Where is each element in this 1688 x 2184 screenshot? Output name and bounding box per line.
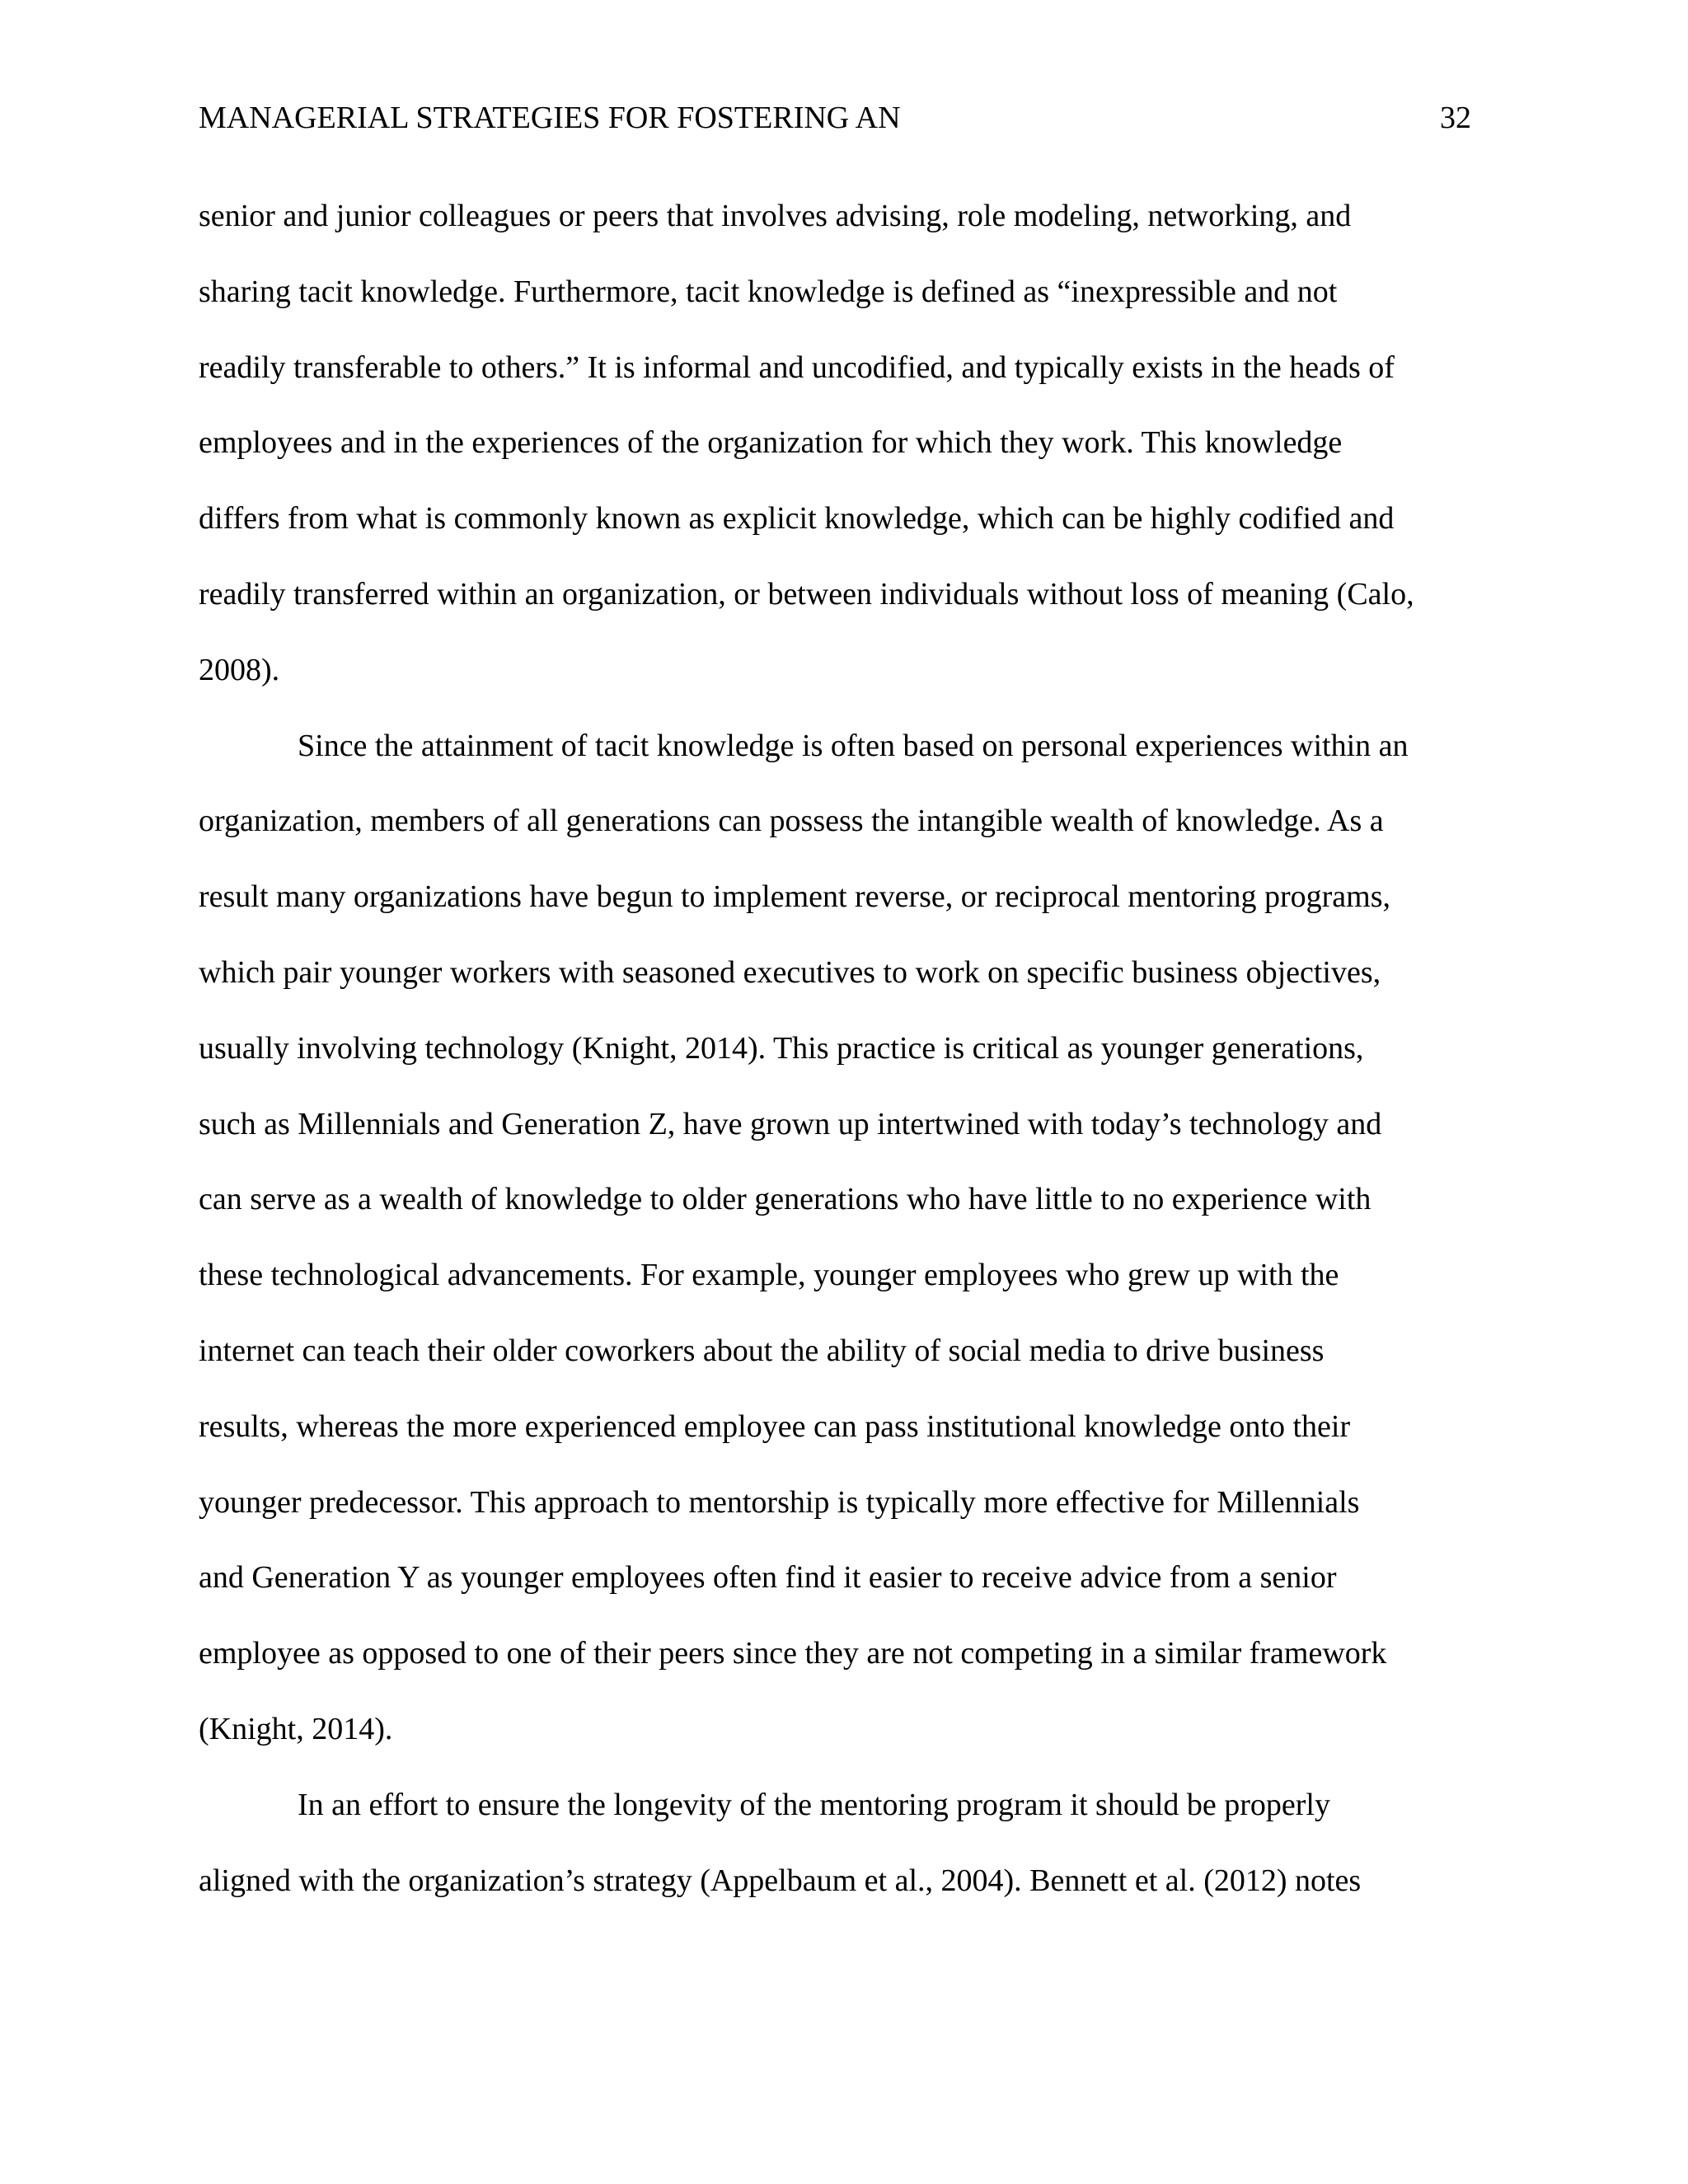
text-line: internet can teach their older coworkers about the ability of social media to drive business [199,1333,1325,1368]
text-line: usually involving technology (Knight, 2014). This practice is critical as younger generations, [199,1030,1364,1066]
page-number: 32 [1440,101,1471,135]
text-line: 2008). [199,652,280,687]
text-line: (Knight, 2014). [199,1711,393,1746]
text-line: employee as opposed to one of their peers since they are not competing in a similar framework [199,1636,1387,1671]
text-line: employees and in the experiences of the organization for which they work. This knowledge [199,425,1343,461]
text-line: these technological advancements. For example, younger employees who grew up with the [199,1258,1339,1293]
body-text [199,195,1471,1935]
text-line: Since the attainment of tacit knowledge is often based on personal experiences within an [298,728,1409,763]
text-line: organization, members of all generations can possess the intangible wealth of knowledge. As a [199,804,1384,839]
text-line: In an effort to ensure the longevity of the mentoring program it should be properly [298,1787,1330,1822]
text-line: which pair younger workers with seasoned executives to work on specific business objectives, [199,954,1381,990]
text-line: results, whereas the more experienced employee can pass institutional knowledge onto their [199,1408,1351,1444]
text-line: younger predecessor. This approach to mentorship is typically more effective for Millennials [199,1484,1360,1520]
running-head [199,97,1471,138]
text-line: and Generation Y as younger employees often find it easier to receive advice from a senior [199,1560,1337,1596]
text-line: readily transferred within an organization, or between individuals without loss of meaning (Calo, [199,576,1414,612]
text-line: result many organizations have begun to implement reverse, or reciprocal mentoring programs, [199,879,1391,915]
text-line: senior and junior colleagues or peers that involves advising, role modeling, networking, and [199,199,1352,233]
text-line: can serve as a wealth of knowledge to older generations who have little to no experience with [199,1182,1372,1217]
text-line: sharing tacit knowledge. Furthermore, tacit knowledge is defined as “inexpressible and not [199,274,1338,309]
text-line: readily transferable to others.” It is informal and uncodified, and typically exists in the heads of [199,349,1395,385]
running-head-title: MANAGERIAL STRATEGIES FOR FOSTERING AN [199,101,901,135]
text-line: differs from what is commonly known as explicit knowledge, which can be highly codified and [199,501,1395,537]
text-line: such as Millennials and Generation Z, have grown up intertwined with today’s technology and [199,1106,1382,1141]
text-line: aligned with the organization’s strategy (Appelbaum et al., 2004). Bennett et al. (2012) notes [199,1863,1362,1898]
